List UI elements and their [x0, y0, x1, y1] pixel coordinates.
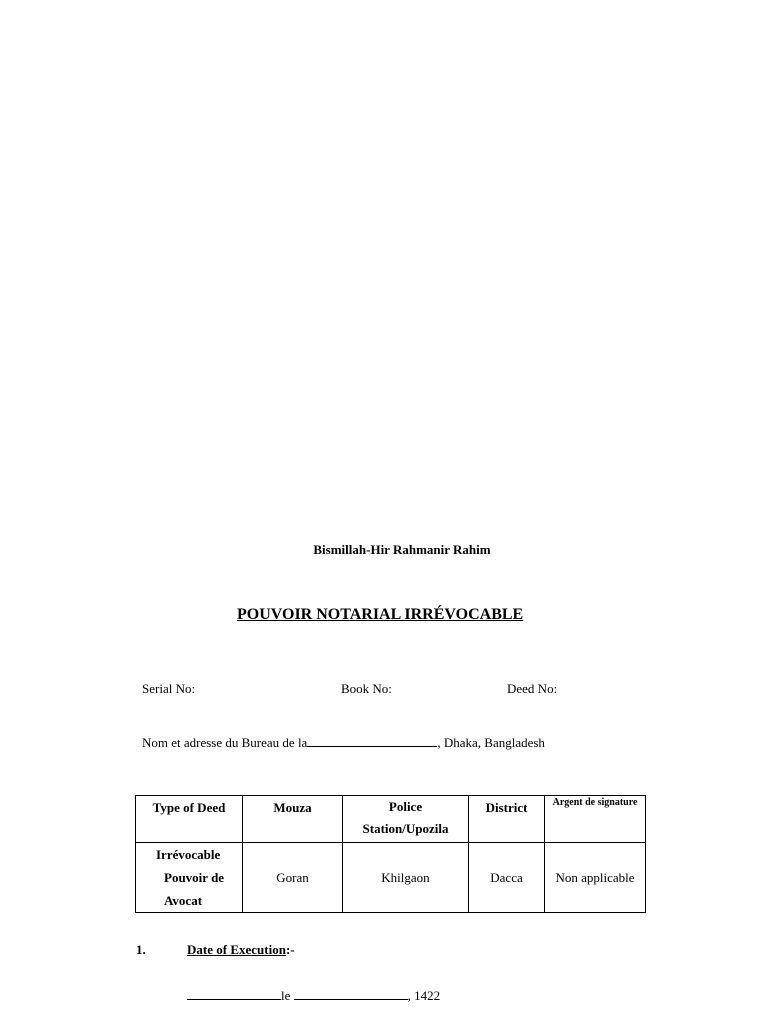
cell-police-station: Khilgaon: [343, 843, 469, 913]
item-number: 1.: [136, 942, 146, 957]
title-blank: [523, 606, 553, 624]
item-label: [187, 942, 295, 958]
bureau-suffix: , Dhaka, Bangladesh: [437, 735, 545, 750]
deed-type-line-1: Irrévocable: [156, 847, 221, 862]
header-type-of-deed: Type of Deed: [136, 796, 243, 843]
serial-no-label: Serial No:: [142, 681, 196, 696]
deed-table: [135, 795, 646, 913]
item-label-suffix: :-: [285, 942, 295, 957]
header-mouza: Mouza: [243, 796, 343, 843]
date-blank-day: [187, 988, 281, 1000]
bureau-blank: [307, 734, 437, 747]
header-district: District: [469, 796, 545, 843]
cell-signature-money: Non applicable: [545, 843, 646, 913]
date-year: , 1422: [407, 988, 441, 1003]
header-police-station: Police Station/Upozila: [343, 796, 469, 843]
invocation: Bismillah-Hir Rahmanir Rahim: [313, 542, 491, 557]
bureau-prefix: Nom et adresse du Bureau de la: [142, 735, 308, 750]
document-title: [237, 606, 553, 624]
table-header-row: [136, 796, 646, 843]
cell-mouza: Goran: [243, 843, 343, 913]
item-label-text: Date of Execution: [187, 942, 286, 957]
table-row: [136, 843, 646, 913]
deed-no-label: Deed No:: [507, 681, 558, 696]
bureau-line: [142, 734, 545, 751]
deed-type-line-3: Avocat: [164, 893, 203, 908]
date-blank-month: [294, 988, 408, 1000]
header-signature-money: Argent de signature: [545, 796, 646, 843]
document-title-text: POUVOIR NOTARIAL IRRÉVOCABLE: [237, 606, 524, 623]
date-middle: le: [281, 988, 291, 1003]
book-no-label: Book No:: [341, 681, 392, 696]
date-line: [187, 988, 440, 1004]
deed-type-line-2: Pouvoir de: [164, 870, 225, 885]
cell-deed-type: [136, 843, 243, 913]
cell-district: Dacca: [469, 843, 545, 913]
